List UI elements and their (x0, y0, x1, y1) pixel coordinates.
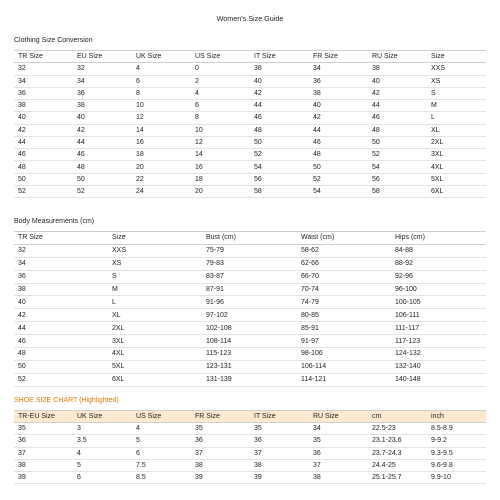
table-row (14, 257, 486, 270)
table-row (14, 335, 486, 348)
table-cell: 42 (368, 87, 427, 99)
table-cell: 70-74 (297, 283, 391, 296)
table-cell: 46 (14, 335, 108, 348)
table-cell: 48 (250, 124, 309, 136)
table-cell: 4 (132, 423, 191, 435)
table-cell: 35 (14, 423, 73, 435)
column-header: IT Size (250, 411, 309, 423)
table-cell: 34 (309, 63, 368, 75)
table-cell: 42 (309, 112, 368, 124)
table-cell: 74-79 (297, 296, 391, 309)
table-cell: XL (427, 124, 486, 136)
table-cell: 4 (132, 63, 191, 75)
column-header: US Size (191, 51, 250, 63)
table-cell: 36 (73, 87, 132, 99)
table-cell: 38 (368, 63, 427, 75)
table-cell: 87-91 (202, 283, 297, 296)
table-cell: 36 (14, 87, 73, 99)
table-row (14, 348, 486, 361)
table-cell: 114-121 (297, 373, 391, 386)
table-cell: 48 (73, 161, 132, 173)
table-cell: 2XL (108, 322, 202, 335)
table-cell: 10 (191, 124, 250, 136)
column-header: inch (427, 411, 486, 423)
table-cell: 124-132 (391, 348, 486, 361)
table-row (14, 471, 486, 483)
table-cell: 44 (14, 136, 73, 148)
table-cell: 117-123 (391, 335, 486, 348)
table-cell: XXS (427, 63, 486, 75)
clothing-size-table (14, 50, 486, 198)
body-section-title: Body Measurements (cm) (14, 218, 95, 225)
table-cell: 48 (368, 124, 427, 136)
table-cell: 35 (250, 423, 309, 435)
table-cell: 18 (191, 173, 250, 185)
table-cell: 38 (191, 459, 250, 471)
table-cell: 24 (132, 185, 191, 197)
table-cell: 0 (191, 63, 250, 75)
table-cell: 6 (132, 75, 191, 87)
table-header-row (14, 411, 486, 423)
table-cell: 40 (368, 75, 427, 87)
table-cell: 58 (250, 185, 309, 197)
table-row (14, 63, 486, 75)
table-cell: 54 (250, 161, 309, 173)
table-cell: 8 (191, 112, 250, 124)
column-header: IT Size (250, 51, 309, 63)
table-cell: 80-85 (297, 309, 391, 322)
column-header: FR Size (309, 51, 368, 63)
table-cell: 62-66 (297, 257, 391, 270)
column-header: US Size (132, 411, 191, 423)
table-row (14, 309, 486, 322)
table-cell: 46 (73, 149, 132, 161)
table-row (14, 270, 486, 283)
table-cell: 46 (14, 149, 73, 161)
table-cell: 100-105 (391, 296, 486, 309)
table-cell: 38 (309, 87, 368, 99)
column-header: TR Size (14, 51, 73, 63)
table-cell: 102-108 (202, 322, 297, 335)
table-cell: 36 (250, 435, 309, 447)
table-cell: 16 (132, 136, 191, 148)
table-cell: 123-131 (202, 360, 297, 373)
table-cell: S (108, 270, 202, 283)
table-cell: 36 (191, 435, 250, 447)
table-cell: 54 (368, 161, 427, 173)
table-cell: 52 (73, 185, 132, 197)
column-header: TR-EU Size (14, 411, 73, 423)
table-cell: 40 (250, 75, 309, 87)
table-cell: 36 (14, 270, 108, 283)
table-cell: 10 (132, 100, 191, 112)
table-cell: 14 (132, 124, 191, 136)
table-cell: 66-70 (297, 270, 391, 283)
table-cell: 46 (368, 112, 427, 124)
table-cell: 8.5 (132, 471, 191, 483)
table-cell: 54 (309, 185, 368, 197)
table-cell: 106-111 (391, 309, 486, 322)
table-cell: 3XL (427, 149, 486, 161)
table-cell: 6 (73, 471, 132, 483)
column-header: EU Size (73, 51, 132, 63)
column-header: Size (108, 232, 202, 245)
table-cell: 14 (191, 149, 250, 161)
table-cell: 8 (132, 87, 191, 99)
table-cell: 52 (250, 149, 309, 161)
clothing-section-title: Clothing Size Conversion (14, 37, 93, 44)
table-cell: 4XL (108, 348, 202, 361)
table-cell: 7.5 (132, 459, 191, 471)
table-cell: 25.1-25.7 (368, 471, 427, 483)
table-cell: 75-79 (202, 244, 297, 257)
table-cell: 40 (14, 296, 108, 309)
table-cell: 34 (14, 75, 73, 87)
table-cell: 12 (191, 136, 250, 148)
page-title: Women's Size Guide (216, 14, 284, 23)
table-cell: 20 (191, 185, 250, 197)
column-header: RU Size (368, 51, 427, 63)
table-cell: M (427, 100, 486, 112)
column-header: UK Size (132, 51, 191, 63)
table-header-row (14, 51, 486, 63)
table-cell: 16 (191, 161, 250, 173)
table-row (14, 149, 486, 161)
table-cell: 5XL (108, 360, 202, 373)
table-row (14, 423, 486, 435)
table-cell: 32 (14, 244, 108, 257)
table-cell: 132-140 (391, 360, 486, 373)
shoe-size-table (14, 410, 486, 484)
table-cell: 44 (14, 322, 108, 335)
table-cell: 18 (132, 149, 191, 161)
table-cell: 56 (368, 173, 427, 185)
table-row (14, 296, 486, 309)
table-cell: 34 (14, 257, 108, 270)
table-cell: 9.3-9.5 (427, 447, 486, 459)
table-row (14, 360, 486, 373)
table-cell: M (108, 283, 202, 296)
table-row (14, 100, 486, 112)
table-cell: 20 (132, 161, 191, 173)
table-cell: 98-106 (297, 348, 391, 361)
table-cell: 34 (73, 75, 132, 87)
table-cell: 48 (14, 348, 108, 361)
table-cell: 22.5-23 (368, 423, 427, 435)
table-cell: 58-62 (297, 244, 391, 257)
table-cell: 2 (191, 75, 250, 87)
table-row (14, 185, 486, 197)
table-cell: XXS (108, 244, 202, 257)
column-header: Hips (cm) (391, 232, 486, 245)
table-cell: 88-92 (391, 257, 486, 270)
table-cell: 40 (14, 112, 73, 124)
table-cell: 91-97 (297, 335, 391, 348)
table-cell: 9.6-9.8 (427, 459, 486, 471)
table-cell: 42 (14, 124, 73, 136)
table-cell: 48 (14, 161, 73, 173)
table-cell: 50 (73, 173, 132, 185)
table-cell: 22 (132, 173, 191, 185)
column-header: Size (427, 51, 486, 63)
table-cell: 46 (250, 112, 309, 124)
table-cell: 38 (309, 471, 368, 483)
table-row (14, 87, 486, 99)
table-cell: 44 (368, 100, 427, 112)
column-header: cm (368, 411, 427, 423)
table-cell: 56 (250, 173, 309, 185)
table-cell: 44 (250, 100, 309, 112)
table-cell: 131-139 (202, 373, 297, 386)
table-cell: 97-102 (202, 309, 297, 322)
column-header: RU Size (309, 411, 368, 423)
table-cell: 39 (191, 471, 250, 483)
table-cell: 38 (250, 459, 309, 471)
table-cell: 46 (309, 136, 368, 148)
table-cell: 37 (309, 459, 368, 471)
table-cell: 36 (309, 447, 368, 459)
table-cell: 38 (14, 459, 73, 471)
table-cell: 85-91 (297, 322, 391, 335)
column-header: Waist (cm) (297, 232, 391, 245)
table-cell: 111-117 (391, 322, 486, 335)
table-cell: 84-88 (391, 244, 486, 257)
table-cell: 140-148 (391, 373, 486, 386)
column-header: Bust (cm) (202, 232, 297, 245)
table-cell: 58 (368, 185, 427, 197)
table-cell: 35 (191, 423, 250, 435)
table-cell: 79-83 (202, 257, 297, 270)
table-row (14, 161, 486, 173)
table-header-row (14, 232, 486, 245)
table-row (14, 173, 486, 185)
table-cell: 40 (73, 112, 132, 124)
table-cell: 36 (14, 435, 73, 447)
table-cell: 50 (250, 136, 309, 148)
table-cell: 3 (73, 423, 132, 435)
table-cell: 39 (14, 471, 73, 483)
table-cell: XS (427, 75, 486, 87)
table-cell: 3.5 (73, 435, 132, 447)
table-cell: 37 (191, 447, 250, 459)
column-header: UK Size (73, 411, 132, 423)
table-cell: 9-9.2 (427, 435, 486, 447)
table-row (14, 124, 486, 136)
table-cell: 9.9-10 (427, 471, 486, 483)
table-cell: 6 (191, 100, 250, 112)
table-cell: 5 (132, 435, 191, 447)
table-cell: XL (108, 309, 202, 322)
table-cell: 106-114 (297, 360, 391, 373)
table-row (14, 447, 486, 459)
table-cell: 4XL (427, 161, 486, 173)
table-cell: 52 (14, 185, 73, 197)
table-cell: 52 (14, 373, 108, 386)
table-cell: 4 (73, 447, 132, 459)
column-header: FR Size (191, 411, 250, 423)
table-cell: 44 (309, 124, 368, 136)
table-cell: 23.7-24.3 (368, 447, 427, 459)
table-cell: 96-100 (391, 283, 486, 296)
body-measurements-table (14, 231, 486, 387)
table-cell: 37 (14, 447, 73, 459)
table-row (14, 283, 486, 296)
table-row (14, 75, 486, 87)
table-cell: 44 (73, 136, 132, 148)
table-row (14, 322, 486, 335)
table-row (14, 112, 486, 124)
table-cell: 5XL (427, 173, 486, 185)
table-cell: 52 (368, 149, 427, 161)
table-cell: S (427, 87, 486, 99)
table-cell: 34 (309, 423, 368, 435)
table-cell: 50 (14, 360, 108, 373)
table-cell: 42 (14, 309, 108, 322)
table-cell: 6XL (427, 185, 486, 197)
table-cell: 24.4-25 (368, 459, 427, 471)
table-cell: 38 (250, 63, 309, 75)
table-cell: L (427, 112, 486, 124)
table-cell: 115-123 (202, 348, 297, 361)
table-cell: 50 (14, 173, 73, 185)
table-cell: 38 (14, 100, 73, 112)
table-cell: 52 (309, 173, 368, 185)
table-cell: 36 (309, 75, 368, 87)
column-header: TR Size (14, 232, 108, 245)
table-cell: 50 (309, 161, 368, 173)
table-cell: 42 (73, 124, 132, 136)
table-cell: 5 (73, 459, 132, 471)
table-cell: 32 (73, 63, 132, 75)
table-cell: 48 (309, 149, 368, 161)
table-cell: 42 (250, 87, 309, 99)
table-cell: 37 (250, 447, 309, 459)
table-cell: 92-96 (391, 270, 486, 283)
table-cell: 91-96 (202, 296, 297, 309)
table-cell: 40 (309, 100, 368, 112)
table-row (14, 373, 486, 386)
table-cell: 4 (191, 87, 250, 99)
table-cell: 50 (368, 136, 427, 148)
table-row (14, 459, 486, 471)
table-row (14, 244, 486, 257)
table-row (14, 136, 486, 148)
table-cell: 39 (250, 471, 309, 483)
table-cell: L (108, 296, 202, 309)
table-row (14, 435, 486, 447)
table-cell: XS (108, 257, 202, 270)
shoe-section-title: SHOE SIZE CHART (Highlighted) (14, 397, 119, 404)
table-cell: 35 (309, 435, 368, 447)
table-cell: 8.5-8.9 (427, 423, 486, 435)
table-cell: 38 (14, 283, 108, 296)
table-cell: 83-87 (202, 270, 297, 283)
table-cell: 2XL (427, 136, 486, 148)
table-cell: 6 (132, 447, 191, 459)
table-cell: 32 (14, 63, 73, 75)
table-cell: 6XL (108, 373, 202, 386)
table-cell: 108-114 (202, 335, 297, 348)
table-cell: 12 (132, 112, 191, 124)
table-cell: 38 (73, 100, 132, 112)
table-cell: 3XL (108, 335, 202, 348)
table-cell: 23.1-23.6 (368, 435, 427, 447)
